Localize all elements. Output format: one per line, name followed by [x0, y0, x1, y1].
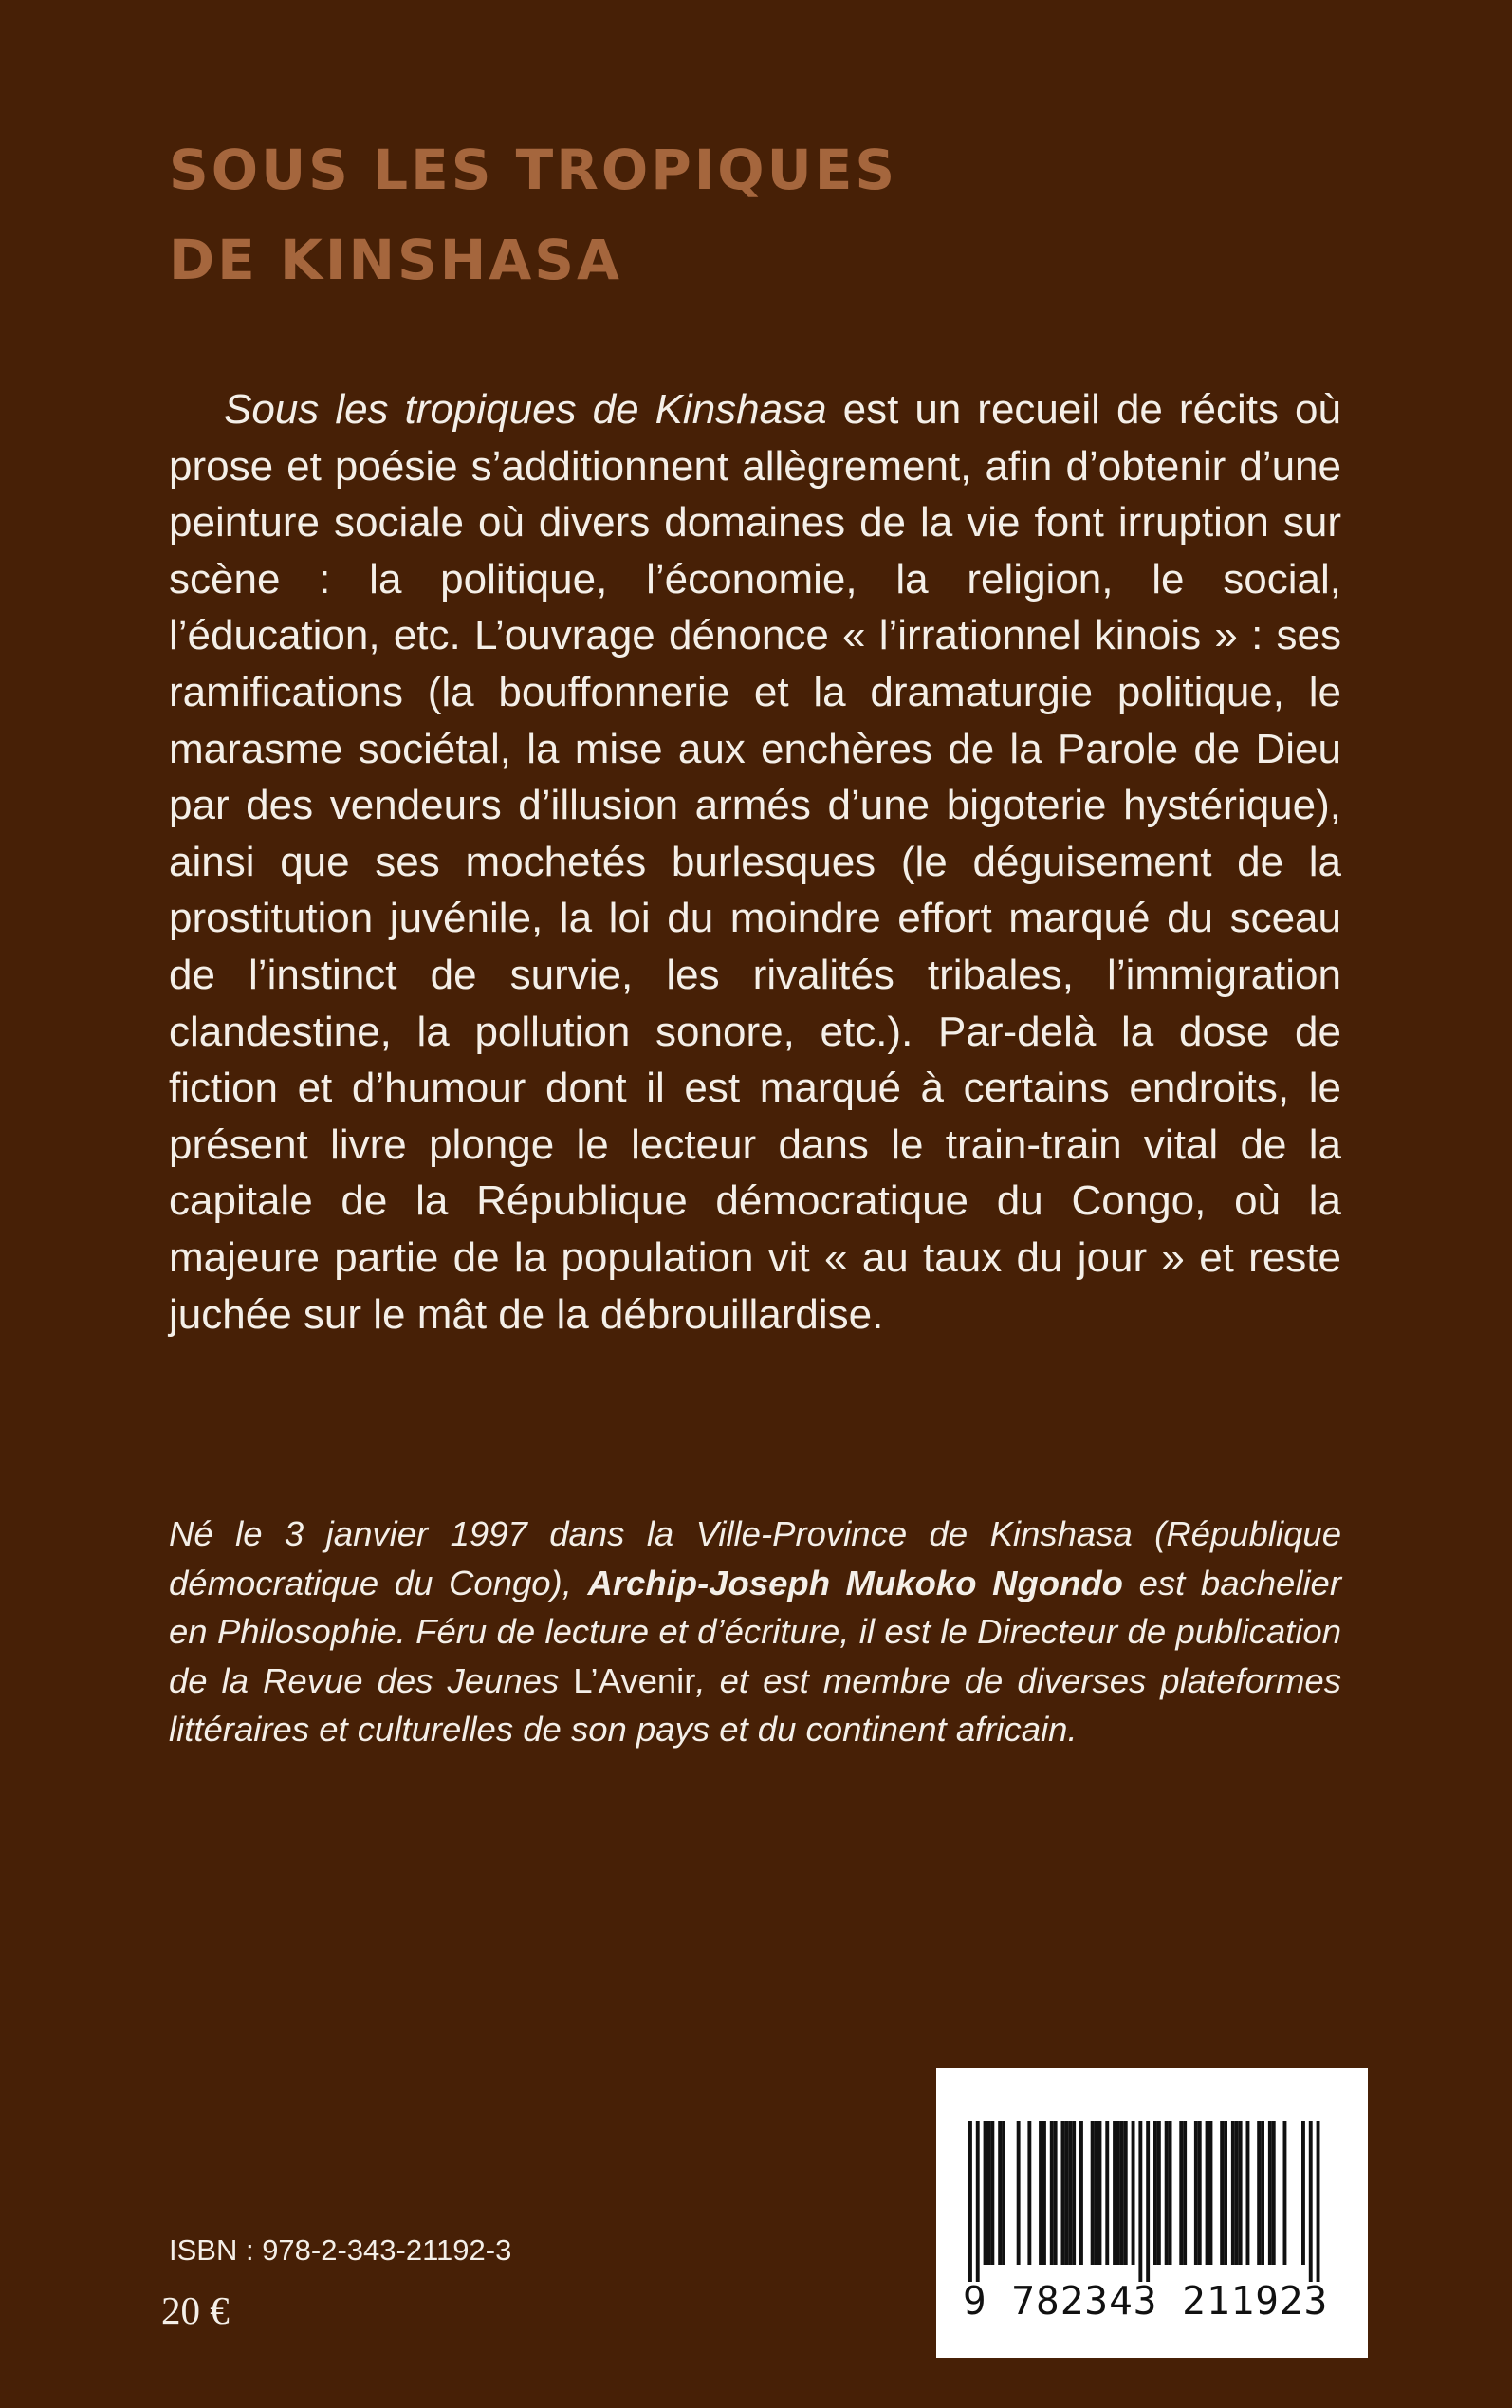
barcode-bar — [1179, 2121, 1183, 2265]
barcode-bar — [1261, 2121, 1264, 2265]
barcode-bar — [1157, 2121, 1161, 2265]
barcode-bar — [1017, 2121, 1021, 2265]
barcode-bar — [1165, 2121, 1169, 2265]
barcode-bar — [1231, 2121, 1235, 2265]
synopsis-book-title: Sous les tropiques de Kinshasa — [224, 386, 827, 433]
book-title-line-1: SOUS LES TROPIQUES — [169, 138, 898, 202]
barcode-bar — [1246, 2121, 1250, 2265]
barcode-bar — [1220, 2121, 1224, 2265]
synopsis-text: est un recueil de récits où prose et poésie s’additionnent allègrement, afin d’obtenir d’une peinture sociale où divers domaines de la vie font irruption sur scène : la politique, l’économie, la religion, le social, l’éducation, etc. L’ouvrage dénonce « l’irrationnel kinois » : ses ramifications (la bouffonnerie et la dramaturgie politique, le marasme sociétal, la mise aux enchères de la Parole de Dieu par des vendeurs d’illusion armés d’une bigoterie hystérique), ainsi que ses mochetés burlesques (le déguisement de la prostitution juvénile, la loi du moindre effort marqué du sceau de l’instinct de survie, les rivalités tribales, l’immigration clandestine, la pollution sonore, etc.). Par-delà la dose de fiction et d’humour dont il est marqué à certains endroits, le présent livre plonge le lecteur dans le train-train vital de la capitale de la République démocratique du Congo, où la majeure partie de la population vit « au taux du jour » et reste juchée sur le mât de la débrouillardise. — [169, 386, 1341, 1338]
barcode-bar — [1054, 2121, 1058, 2265]
barcode-guard-bar — [1317, 2121, 1320, 2282]
barcode-bar — [1235, 2121, 1239, 2265]
barcode-bar — [1194, 2121, 1198, 2265]
barcode-bar — [1113, 2121, 1116, 2265]
barcode-panel — [936, 2068, 1368, 2358]
barcode-bar — [1257, 2121, 1261, 2265]
barcode-bar — [990, 2121, 994, 2265]
barcode-bar — [1039, 2121, 1042, 2265]
barcode-bar — [1120, 2121, 1124, 2265]
barcode-bar — [1091, 2121, 1095, 2265]
barcode-bar — [1042, 2121, 1046, 2265]
barcode-guard-bar — [1146, 2121, 1150, 2282]
barcode-bar — [1239, 2121, 1243, 2265]
barcode-bar — [1283, 2121, 1287, 2265]
barcode-bar — [1095, 2121, 1098, 2265]
barcode-guard-bar — [1309, 2121, 1313, 2282]
barcode-bar — [1105, 2121, 1109, 2265]
price-label: 20 € — [161, 2288, 230, 2332]
barcode-bar — [1301, 2121, 1305, 2265]
barcode-bar — [1224, 2121, 1227, 2265]
barcode-bar — [1268, 2121, 1272, 2265]
barcode-bar — [1198, 2121, 1202, 2265]
barcode-bar — [987, 2121, 991, 2265]
isbn-label: ISBN : 978-2-343-21192-3 — [169, 2233, 512, 2267]
barcode-bar — [1050, 2121, 1054, 2265]
barcode-bar — [998, 2121, 1002, 2265]
barcode-digits: 9 782343 211923 — [963, 2278, 1329, 2324]
author-bio — [169, 1510, 1341, 1754]
barcode-bar — [1098, 2121, 1102, 2265]
barcode-bar — [1272, 2121, 1276, 2265]
book-title-line-2: DE KINSHASA — [169, 228, 622, 292]
barcode-guard-bar — [968, 2121, 972, 2282]
book-title — [169, 125, 1212, 306]
bio-end: , et est membre de diverses plateformes littéraires et culturelles de son pays et du continent africain. — [169, 1660, 1341, 1749]
barcode-bar — [1169, 2121, 1172, 2265]
barcode-bar — [984, 2121, 987, 2265]
barcode-bar — [1132, 2121, 1135, 2265]
barcode-bar — [1206, 2121, 1209, 2265]
barcode-guard-bar — [1138, 2121, 1142, 2282]
barcode-bar — [1153, 2121, 1157, 2265]
barcode-bar — [1068, 2121, 1072, 2265]
bio-intro: Né le 3 janvier 1997 dans la Ville-Province de Kinshasa (République démocratique du Congo), — [169, 1514, 1341, 1602]
barcode-bar — [1079, 2121, 1083, 2265]
barcode-bar — [1124, 2121, 1128, 2265]
barcode-bar — [1116, 2121, 1120, 2265]
bio-middle: est bachelier en Philosophie. Féru de lecture et d’écriture, il est le Directeur de publication de la Revue des Jeunes — [169, 1563, 1342, 1700]
synopsis — [169, 381, 1341, 1343]
barcode-bar — [1072, 2121, 1076, 2265]
barcode-bar — [1061, 2121, 1065, 2265]
barcode-bars — [968, 2121, 1338, 2282]
barcode-guard-bar — [976, 2121, 980, 2282]
author-name: Archip-Joseph Mukoko Ngondo — [587, 1563, 1123, 1602]
barcode-bar — [1064, 2121, 1068, 2265]
barcode-bar — [1027, 2121, 1031, 2265]
magazine-name: L’Avenir — [573, 1660, 696, 1700]
barcode-bar — [1183, 2121, 1187, 2265]
barcode-bar — [1002, 2121, 1005, 2265]
barcode-bar — [1209, 2121, 1213, 2265]
